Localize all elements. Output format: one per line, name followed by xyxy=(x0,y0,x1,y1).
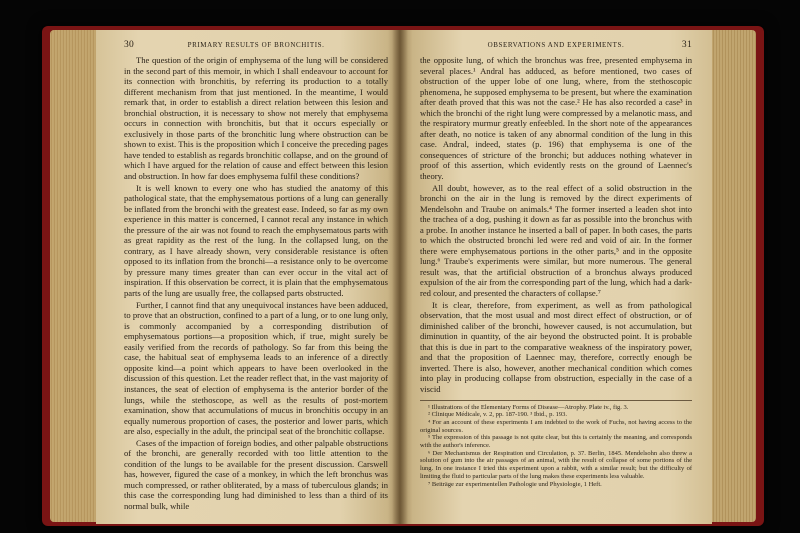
left-page xyxy=(96,30,400,524)
right-running-head xyxy=(420,40,692,50)
right-page-number: 31 xyxy=(681,40,692,50)
right-page-edges xyxy=(712,30,756,522)
right-running-title: OBSERVATIONS AND EXPERIMENTS. xyxy=(487,41,625,49)
footnote-1: ¹ Illustrations of the Elementary Forms of Disease—Atrophy. Plate iv., fig. 3. xyxy=(428,403,629,411)
left-paragraph-4: Cases of the impaction of foreign bodies, and other palpable obstructions of the bronchi, are generally recorded with too little attention to the condition of the lungs to be available for the present discussion. Carswell has, however, figured the case of a monkey, in which the left bronchus was much compressed, or rather obliterated, by a mass of tuberculous glands; in this case the corresponding lung had diminished to less than a third of its normal bulk, while xyxy=(124,437,388,511)
footnote-7: ⁷ Beiträge zur experimentellen Pathologie und Physiologie, 1 Heft. xyxy=(428,480,602,488)
footnote-6: ⁶ Der Mechanismus der Respiration und Circulation, p. 37. Berlin, 1845. Mendelsohn also threw a solution of gum into the air passages of an animal, with the result of collapse of some portions of the lung. In one instance I tried this experiment upon a rabbit, with a similar result; but the difficulty of limiting the fluid to particular parts of the lung makes these experiments less valuable. xyxy=(420,449,692,480)
right-paragraph-3: It is clear, therefore, from experiment, as well as from pathological observation, that the most usual and most direct effect of obstruction, or of diminished caliber of the bronchi, however caused, is not accumulation, but diminution in quantity, of the air beyond the obstructed point. It is probable that this is due in part to the comparative weakness of the inspiratory power, and that the proposition of Laennec may, therefore, correctly enough be inverted. There is also, however, another mechanical condition which comes into play in producing collapse from obstruction, especially in the case of a viscid xyxy=(420,299,692,394)
footnotes xyxy=(420,400,692,489)
left-paragraph-2: It is well known to every one who has studied the anatomy of this pathological state, that the emphysematous portions of a lung can generally be inflated from the bronchi with the greatest ease. Indeed, so far as my own experience in this matter is concerned, I cannot recal any instance in which the pressure of the air was not found to reach the emphysematous parts with as great rapidity as the rest of the lung. In the collapsed lung, on the contrary, as I have already shown, very considerable resistance is often opposed to its inflation from the bronchi—a resistance only to be overcome by pressure many times greater than can ever occur in the vital act of inspiration. If this observation be correct, it is plain that the emphysematous parts of the lung are usually free, the collapsed parts obstructed. xyxy=(124,182,388,299)
footnote-4: ⁴ For an account of these experiments I am indebted to the work of Fuchs, not having access to the original sources. xyxy=(420,418,692,434)
left-running-head xyxy=(124,40,388,50)
left-paragraph-3: Further, I cannot find that any unequivocal instances have been adduced, to prove that an obstruction, confined to a part of a lung, or to one lung only, is commonly accompanied by a corresponding distribution of emphysematous portions—a proposition which, if true, might surely be easily verified from the records of pathology. So far from this being the case, the habitual seat of emphysema leads to an inference of a directly opposite kind—a point which appears to have been overlooked in the discussion of this question. Let the reader reflect that, in the vast majority of instances, the seat of election of emphysema is the anterior border of the lungs, while the stethoscope, as well as the results of post-mortem examination, show that accumulations of mucus in bronchitis occupy in an equally numerous proportion of cases, the posterior and lower parts, which are also, especially in the adult, the principal seat of the bronchitic collapse. xyxy=(124,299,388,437)
left-page-edges xyxy=(50,30,98,522)
left-paragraph-1: The question of the origin of emphysema of the lung will be considered in the second part of this memoir, in which I shall endeavour to account for its connection with bronchitis, by referring its production to a totally different mechanism from that just mentioned. In the meantime, I would remark that, in order to establish a direct relation between this lesion and bronchial obstruction, it is necessary to show not merely that emphysema occurs in connection with bronchitis, but that it occurs especially or exclusively in those parts of the bronchitic lung where obstruction can be shown to exist. This is the proposition which I conceive the preceding pages have tended to establish as regards bronchitic collapse, and on the ground of which I have argued for the relation of cause and effect between this lesion and obstruction. In how far does emphysema fulfil these conditions? xyxy=(124,55,388,182)
left-running-title: PRIMARY RESULTS OF BRONCHITIS. xyxy=(187,41,325,49)
right-paragraph-2: All doubt, however, as to the real effect of a solid obstruction in the bronchi on the air in the lung is removed by the direct experiments of Mendelsohn and Traube on animals.⁴ The former inserted a leaden shot into the trachea of a dog, pushing it down as far as possible into the bronchus with a probe. In another instance he inserted a ball of paper. In both cases, the parts to which the obstructed bronchi led were red and void of air. In the former there were emphysematous portions in the other parts,⁵ and in the opposite lung.⁶ Traube's experiments were similar, but more numerous. The general result was, that the artificial obstruction of a bronchus always produced expulsion of the air from the corresponding part of the lung, which had a dark-red colour, and presented the characters of collapse.⁷ xyxy=(420,182,692,299)
left-page-number: 30 xyxy=(124,40,135,50)
footnote-2: ² Clinique Médicale, v. 2, pp. 187-190. ³ Ibid., p. 193. xyxy=(428,411,568,419)
footnote-5: ⁵ The expression of this passage is not quite clear, but this is certainly the meaning, and corresponds with the author's inference. xyxy=(420,434,692,450)
right-paragraph-1: the opposite lung, of which the bronchus was free, presented emphysema in several places.¹ Andral has adduced, as before mentioned, two cases of obstruction of the upper lobe of one lung, where, from the stethoscopic phenomena, he supposed emphysema to be present, but where the examination after death proved that this was not the case.² He has also recorded a case³ in which the bronchi of the right lung were compressed by a melanotic mass, and the respiratory murmur greatly enfeebled. In the short note of the appearances after death, no notice is taken of any abnormal condition of the lung in this case. Andral, indeed, states (p. 196) that emphysema is one of the consequences of stricture of the bronchi; but adduces nothing whatever in proof of this assertion, which evidently rests on the ground of Laennec's theory. xyxy=(420,55,692,182)
right-page xyxy=(400,30,712,524)
